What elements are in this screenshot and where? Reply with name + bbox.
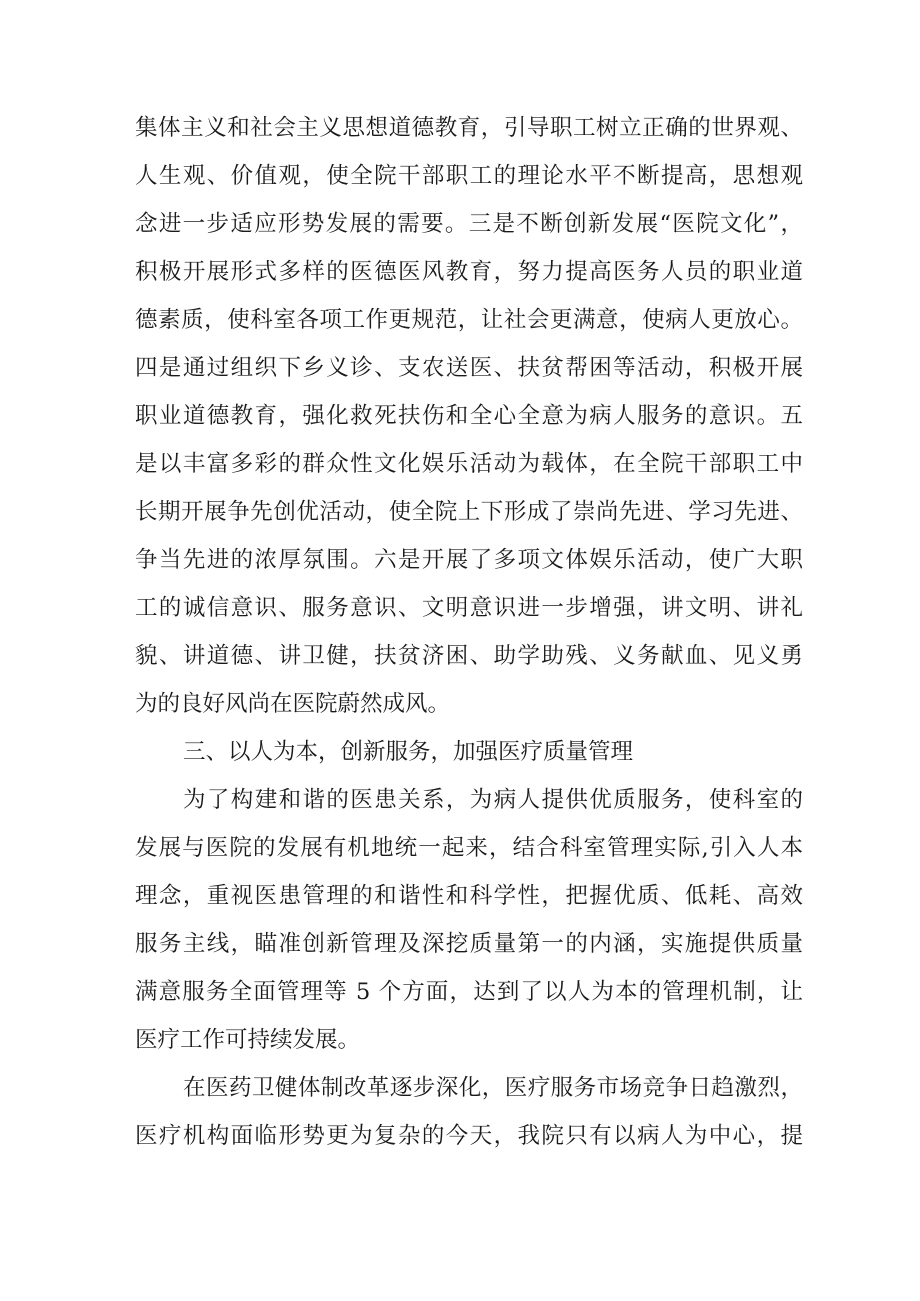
text-line: 满意服务全面管理等 5 个方面，达到了以人为本的管理机制，让: [135, 979, 803, 1005]
text-line: 德素质，使科室各项工作更规范，让社会更满意，使病人更放心。: [135, 307, 803, 333]
document-body: [135, 104, 803, 1160]
text-line: 集体主义和社会主义思想道德教育，引导职工树立正确的世界观、: [135, 115, 803, 141]
text-line: 理念，重视医患管理的和谐性和科学性，把握优质、低耗、高效: [135, 883, 803, 909]
paragraph-ideology-education: [135, 104, 803, 728]
text-line: 工的诚信意识、服务意识、文明意识进一步增强，讲文明、讲礼: [135, 595, 803, 621]
paragraph-patient-relations: [135, 776, 803, 1064]
text-line: 四是通过组织下乡义诊、支农送医、扶贫帮困等活动，积极开展: [135, 355, 803, 381]
text-line: 长期开展争先创优活动，使全院上下形成了崇尚先进、学习先进、: [135, 499, 803, 525]
heading-text: 三、以人为本，创新服务，加强医疗质量管理: [183, 739, 634, 765]
paragraph-reform: [135, 1064, 803, 1160]
text-line: 医疗机构面临形势更为复杂的今天，我院只有以病人为中心，提: [135, 1123, 803, 1149]
text-line: 积极开展形式多样的医德医风教育，努力提高医务人员的职业道: [135, 259, 803, 285]
text-line: 念进一步适应形势发展的需要。三是不断创新发展“医院文化”，: [135, 211, 803, 237]
section-heading: [135, 728, 803, 776]
text-line: 医疗工作可持续发展。: [135, 1027, 361, 1053]
text-line: 职业道德教育，强化救死扶伤和全心全意为病人服务的意识。五: [135, 403, 803, 429]
text-line: 在医药卫健体制改革逐步深化，医疗服务市场竞争日趋激烈，: [183, 1075, 803, 1101]
text-line: 为了构建和谐的医患关系，为病人提供优质服务，使科室的: [183, 787, 803, 813]
text-line: 争当先进的浓厚氛围。六是开展了多项文体娱乐活动，使广大职: [135, 547, 803, 573]
text-line: 为的良好风尚在医院蔚然成风。: [135, 691, 451, 717]
text-line: 人生观、价值观，使全院干部职工的理论水平不断提高，思想观: [135, 163, 803, 189]
text-line: 服务主线，瞄准创新管理及深挖质量第一的内涵，实施提供质量: [135, 931, 803, 957]
text-line: 貌、讲道德、讲卫健，扶贫济困、助学助残、义务献血、见义勇: [135, 643, 803, 669]
text-line: 发展与医院的发展有机地统一起来，结合科室管理实际,引入人本: [135, 835, 803, 861]
text-line: 是以丰富多彩的群众性文化娱乐活动为载体，在全院干部职工中: [135, 451, 803, 477]
